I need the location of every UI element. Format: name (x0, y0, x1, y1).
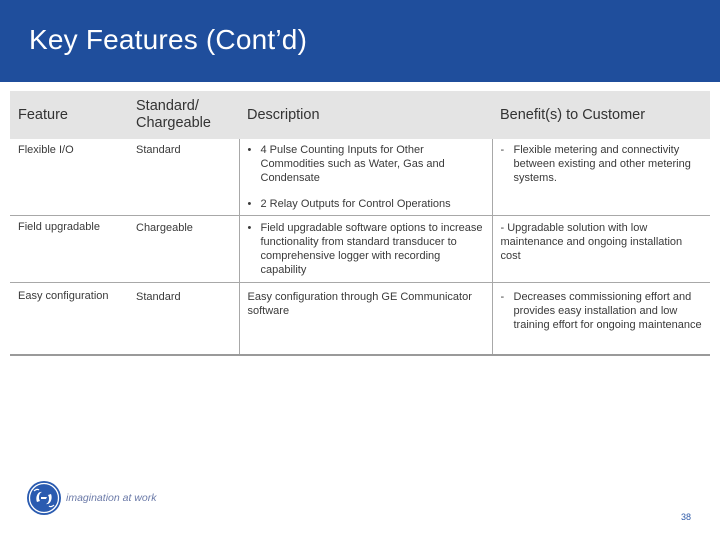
header-feature: Feature (10, 91, 128, 139)
page-number: 38 (681, 512, 692, 522)
tagline: imagination at work (66, 492, 157, 504)
table-row (10, 283, 710, 355)
dash-marker: - (500, 291, 505, 303)
feature-cell: Flexible I/O (10, 139, 128, 216)
benefit-cell: - Upgradable solution with low maintenance and ongoing installation cost (492, 216, 710, 283)
type-cell: Standard (128, 139, 239, 216)
benefit-item: - Decreases commissioning effort and provides easy installation and low training effort for ongoing maintenance (500, 291, 702, 331)
bullet-marker: • (247, 198, 252, 210)
benefit-cell (492, 139, 710, 216)
bullet-marker: • (247, 222, 252, 234)
table-row (10, 216, 710, 283)
description-bullet: • 2 Relay Outputs for Control Operations (247, 198, 451, 210)
benefit-item: - Flexible metering and connectivity between existing and other metering systems. (500, 144, 691, 184)
description-cell (239, 139, 492, 216)
ge-logo-icon (26, 480, 62, 516)
header-benefits: Benefit(s) to Customer (492, 91, 710, 139)
dash-marker: - (500, 144, 505, 156)
features-table-container (10, 91, 710, 356)
description-cell: Easy configuration through GE Communicator software (239, 283, 492, 355)
bullet-marker: • (247, 144, 252, 156)
features-table (10, 91, 710, 356)
table-header-row (10, 91, 710, 139)
benefit-cell (492, 283, 710, 355)
description-cell (239, 216, 492, 283)
feature-cell: Easy configuration (10, 283, 128, 355)
description-bullet: • 4 Pulse Counting Inputs for Other Commodities such as Water, Gas and Condensate (247, 144, 445, 184)
type-cell: Standard (128, 283, 239, 355)
dash-marker: - (500, 222, 508, 234)
table-row (10, 139, 710, 216)
footer-branding (26, 480, 156, 516)
type-cell: Chargeable (128, 216, 239, 283)
feature-cell: Field upgradable (10, 216, 128, 283)
header-standard-chargeable: Standard/ Chargeable (128, 91, 239, 139)
header-description: Description (239, 91, 492, 139)
description-bullet: • Field upgradable software options to increase functionality from standard transducer to comprehensive logger with recording capability (247, 222, 483, 276)
slide-title: Key Features (Cont’d) (29, 24, 308, 55)
